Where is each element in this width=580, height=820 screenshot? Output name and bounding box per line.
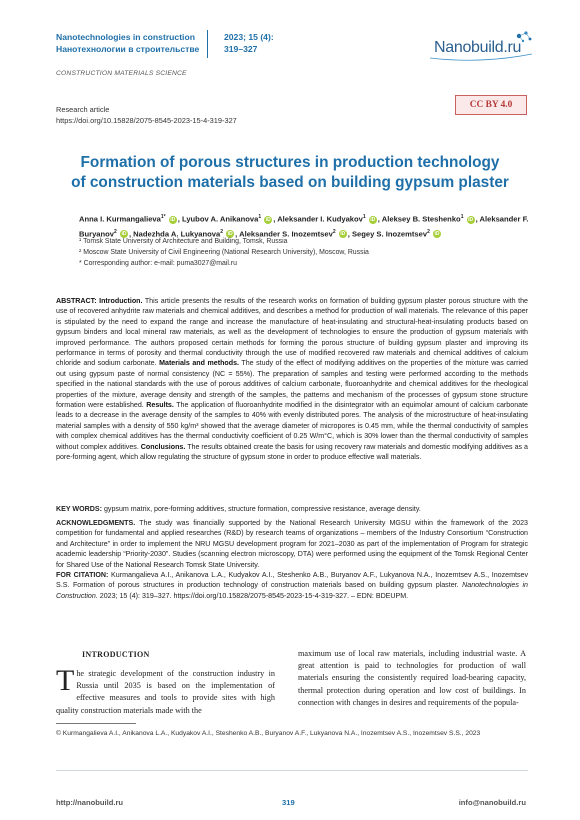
- section-label: CONSTRUCTION MATERIALS SCIENCE: [56, 70, 187, 77]
- footnote-divider: [56, 723, 136, 724]
- author-sup: 2: [427, 228, 430, 235]
- orcid-icon[interactable]: iD: [227, 231, 233, 238]
- author-name: Aleksey B. Steshenko: [381, 214, 461, 224]
- page-range: 319–327: [224, 44, 258, 54]
- author-name: Segey S. Inozemtsev: [351, 229, 428, 239]
- author-sup: 1*: [160, 214, 166, 220]
- author-name: Aleksander I. Kudyakov: [277, 214, 363, 224]
- affiliation-2: ² Moscow State University of Civil Engineering (National Research University), Moscow, Russia: [79, 249, 369, 256]
- issue-info: 2023; 15 (4):: [224, 32, 274, 42]
- orcid-icon[interactable]: iD: [340, 231, 346, 238]
- orcid-icon[interactable]: iD: [370, 216, 376, 223]
- title-line-1: Formation of porous structures in production technology: [80, 154, 500, 171]
- keywords-text: gypsum matrix, pore-forming additives, structure formation, compressive resistance, average density.: [101, 505, 421, 513]
- abstract-conclusions-text: The results obtained create the basis for using recovery raw materials and domestic modifying additives as a pore-forming agent, which allow regulating the structure of gypsum stone in order to produce effective wall materials.: [56, 442, 528, 462]
- orcid-icon[interactable]: iD: [265, 216, 271, 223]
- orcid-icon[interactable]: iD: [468, 216, 474, 223]
- author-sup: 2: [114, 228, 117, 235]
- journal-name-ru: Нанотехнологии в строительстве: [56, 44, 200, 54]
- abstract: [56, 296, 528, 463]
- abstract-results-text: The application of fluoroanhydrite modified in the disintegrator with an equimolar amount of calcium carbonate leads to a decrease in the average density of the samples to 40% with evenly distributed pores. The analysis of the microstructure of heat-insulating material samples with a density of 550 kg/m³ showed that the average diameter of micropores is 0.45 mm, while the thermal conductivity of samples with complex chemical additives has the thermal conductivity coefficient of 0.25 W/m°C, which is 30% lower than the thermal conductivity of samples without complex additives.: [56, 401, 528, 451]
- journal-name-en: Nanotechnologies in construction: [56, 32, 195, 42]
- journal-header: [56, 30, 526, 66]
- citation-label: FOR CITATION:: [56, 571, 109, 579]
- orcid-icon[interactable]: iD: [170, 216, 176, 223]
- citation: [56, 570, 528, 601]
- citation-tail[interactable]: 2023; 15 (4): 319–327. https://doi.org/10.15828/2075-8545-2023-15-4-319-327. – EDN: BDEUPM.: [97, 591, 409, 600]
- author-sup: 1: [258, 214, 262, 220]
- orcid-icon[interactable]: iD: [121, 231, 127, 238]
- author-sup: 1: [362, 214, 366, 220]
- abstract-label: ABSTRACT:: [56, 297, 97, 305]
- affiliation-1: ¹ Tomsk State University of Architecture and Building, Tomsk, Russia: [79, 238, 288, 245]
- citation-journal: Nanotechnologies in Construction.: [56, 581, 528, 600]
- abstract-results-label: Results.: [146, 401, 174, 410]
- introduction-text-1: he strategic development of the construction industry in Russia until 2035 is based on the implementation of effective measures and tools to provide sites with high quality construction materials made with the: [56, 669, 275, 715]
- author-name: Aleksander F. Buryanov: [79, 214, 529, 239]
- acknowledgments-text: The study was financially supported by the National Research University MGSU within the framework of the 2023 competition for fundamental and applied researches (R&D) by research teams of organizations – members of the Industry Consortium “Construction and Architecture” in order to implement the NRU MGSU development program for 2021–2030 as part of the implementation of Program for strategic academic leadership “Priority-2030”. Studies (scanning electron microscopy, DTA) were performed using the equipment of the Tomsk Regional Center for Shared Use of the National Research Tomsk State University.: [56, 519, 528, 569]
- header-divider: [207, 30, 208, 58]
- introduction-heading: INTRODUCTION: [82, 650, 150, 659]
- corresponding-author: * Corresponding author: e-mail: puma3027@mail.ru: [79, 260, 237, 267]
- license-badge[interactable]: CC BY 4.0: [455, 95, 527, 115]
- logo-text: Nanobuild.ru: [434, 39, 522, 56]
- author-name: Nadezhda A. Lukyanova: [133, 229, 221, 239]
- title-line-2: of construction materials based on building gypsum plaster: [71, 174, 509, 191]
- acknowledgments-label: ACKNOWLEDGMENTS.: [56, 519, 136, 527]
- abstract-intro-text: This article presents the results of the research works on formation of building gypsum plaster porous structure with the use of recovered anhydrite raw materials and chemical additives, and describes a method for production of wall materials. The relevance of this paper is stipulated by the need to expand the range and increase the manufacture of heat-insulating and structural-heat-insulating products based on gypsum binders and local mineral raw materials, as well as the development of technologies to ensure the production of gypsum materials with improved performance. The authors proposed certain methods for forming the porous structure of building gypsum plaster and improving its performance in terms of porosity and thermal conductivity through the use of modified recovered raw materials and chemical additives of calcium chloride and sodium carbonate.: [56, 297, 528, 368]
- author-name: Aleksander S. Inozemtsev: [239, 229, 333, 239]
- drop-cap: T: [56, 664, 75, 697]
- introduction-column-1: [56, 664, 275, 717]
- footer-website-link[interactable]: http://nanobuild.ru: [56, 798, 124, 807]
- author-name: Anna I. Kurmangalieva: [79, 214, 161, 224]
- abstract-intro-label: Introduction.: [99, 297, 143, 305]
- copyright-notice: © Kurmangalieva A.I., Anikanova L.A., Kudyakov A.I., Steshenko A.B., Buryanov A.F., Lukyanova N.A., Inozemtsev A.S., Inozemtsev S.S., 2023: [56, 730, 481, 737]
- introduction-column-2: maximum use of local raw materials, including industrial waste. A great attention is paid to technologies for production of wall materials ensuring the consistently required load-bearing capacity, thermal protection during operation and low cost of buildings. In connection with changes in desires and requirements of the popula-: [298, 649, 526, 707]
- abstract-conclusions-label: Conclusions.: [140, 442, 186, 451]
- author-sup: 1: [460, 214, 464, 220]
- author-list: Anna I. Kurmangalieva$^{1*}$ iD , Lyubov A. Anikanova$^1$ iD , Aleksander I. Kudyakov$^1$ iD , Aleksey B. Steshenko$^1$ iD , Aleksander F. Buryanov$^2$ iD , Nadezhda A. Lukyanova$^2$ iD , Aleksander S. Inozemtsev$^2$ iD , Segey S. Inozemtsev$^2$ iD: [79, 214, 529, 239]
- author-sup: 2: [332, 228, 336, 235]
- nanobuild-logo[interactable]: [426, 30, 536, 64]
- article-type: Research article: [56, 105, 110, 114]
- article-title: [40, 153, 540, 193]
- orcid-icon[interactable]: iD: [434, 231, 440, 238]
- citation-text: Kurmangalieva A.I., Anikanova L.A., Kudyakov A.I., Steshenko A.B., Buryanov A.F., Lukyanova N.A., Inozemtsev A.S., Inozemtsev S.S. Formation of porous structures in production technology of construction materials based on building gypsum plaster.: [56, 571, 529, 590]
- doi-link[interactable]: https://doi.org/10.15828/2075-8545-2023-15-4-319-327: [56, 116, 237, 125]
- author-sup: 2: [220, 228, 224, 235]
- acknowledgments: [56, 518, 528, 570]
- footer-email-link[interactable]: info@nanobuild.ru: [458, 798, 526, 807]
- page-number: 319: [282, 798, 295, 807]
- footer-divider: [56, 770, 528, 771]
- abstract-methods-text: The study of the effect of modifying additives on the properties of the mixture was carried out using gypsum paste of normal consistency (NC = 55%). The preparation of samples and testing were performed according to the methods specified in the national standards with the use of porous additives of calcium carbonate, fluoroanhydrite and chemical additives for the rheological properties of the mixture, average density and strength of the samples, the patterns and mechanism of the processes of gypsum stone structure formation were established.: [56, 359, 529, 410]
- author-name: Lyubov A. Anikanova: [181, 214, 259, 224]
- keywords-label: KEY WORDS:: [56, 505, 102, 513]
- abstract-methods-label: Materials and methods.: [159, 359, 239, 368]
- keywords: [56, 504, 528, 514]
